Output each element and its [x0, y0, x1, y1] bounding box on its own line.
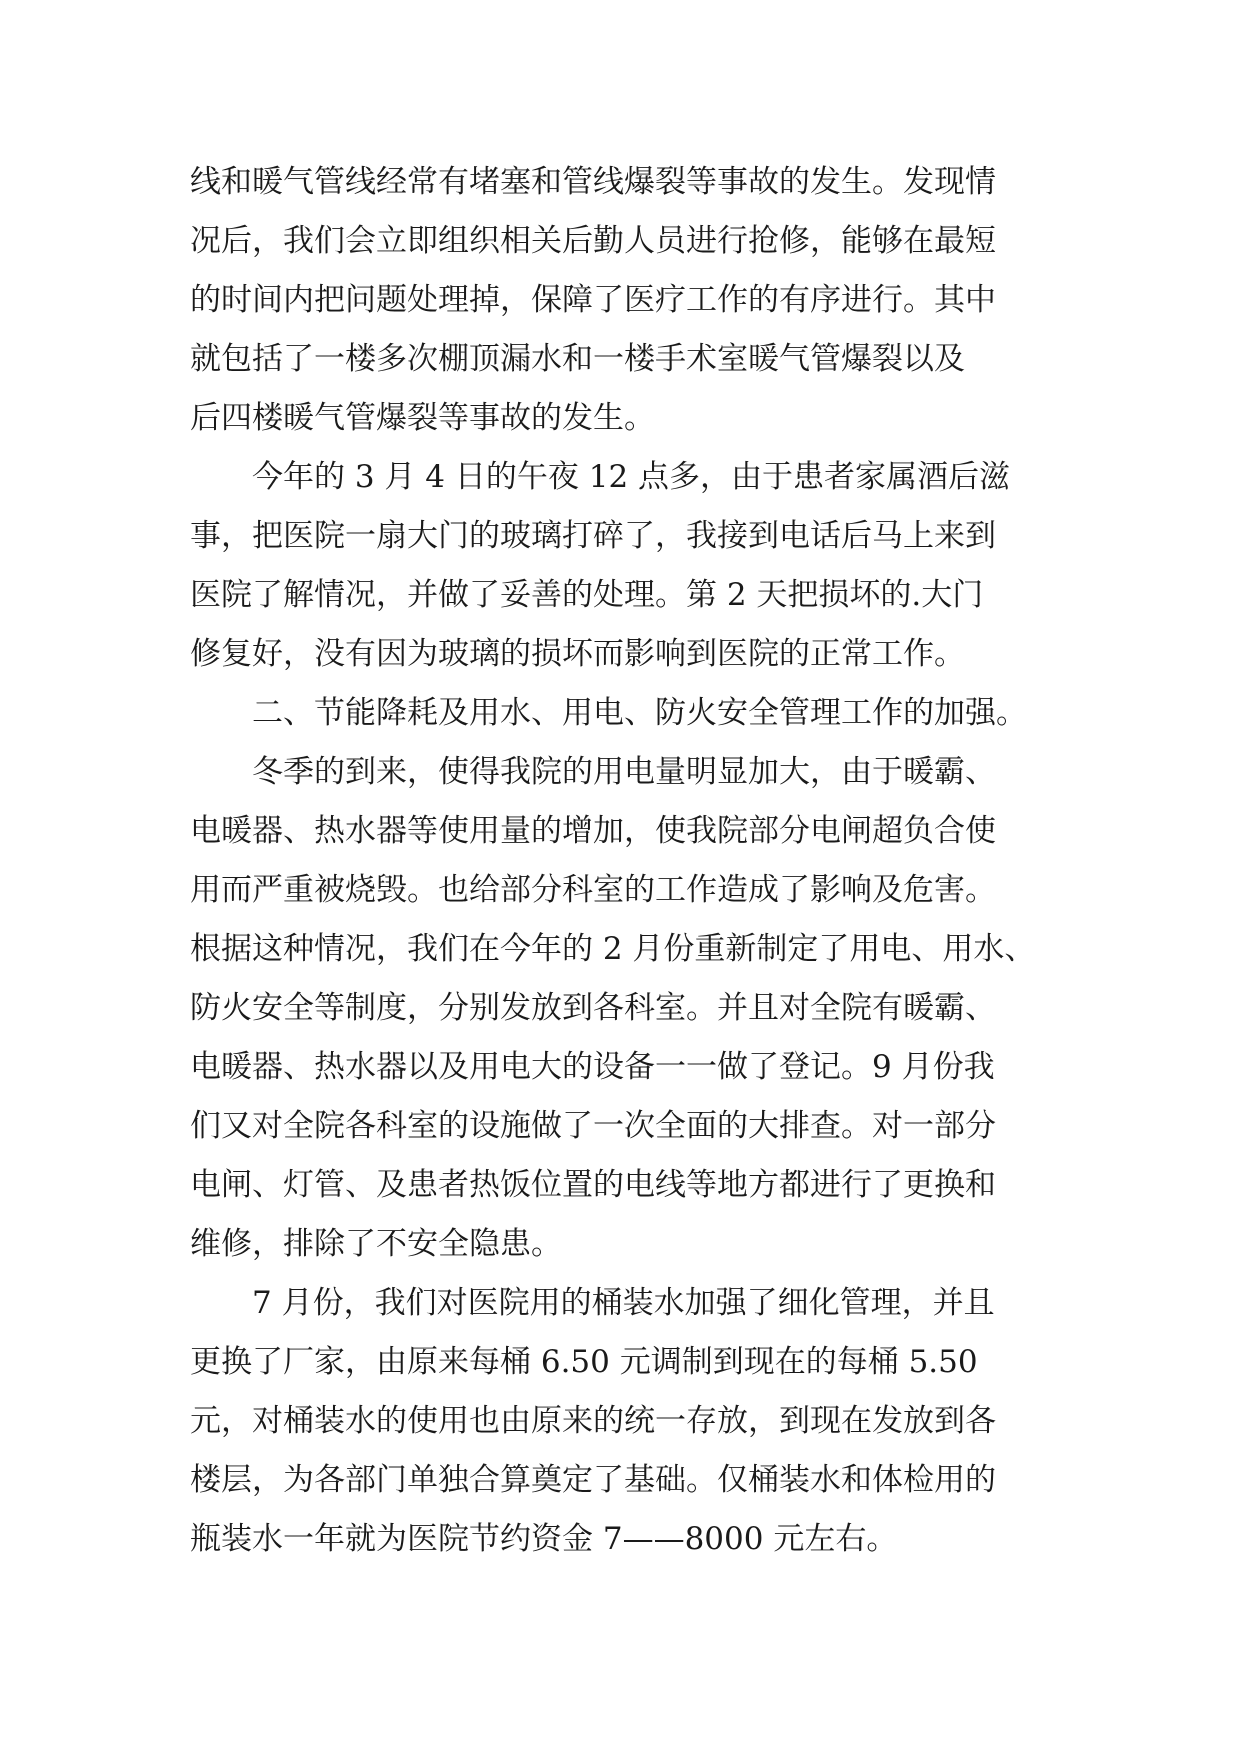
section-heading: 二、节能降耗及用水、用电、防火安全管理工作的加强。 [190, 695, 1027, 731]
text-line: 们又对全院各科室的设施做了一次全面的大排查。对一部分 [190, 1108, 996, 1144]
text-line: 今年的 3 月 4 日的午夜 12 点多，由于患者家属酒后滋 [190, 459, 1011, 495]
text-line: 后四楼暖气管爆裂等事故的发生。 [190, 400, 655, 436]
text-line: 更换了厂家，由原来每桶 6.50 元调制到现在的每桶 5.50 [190, 1344, 978, 1380]
text-line: 维修，排除了不安全隐患。 [190, 1226, 562, 1262]
text-line: 电闸、灯管、及患者热饭位置的电线等地方都进行了更换和 [190, 1167, 996, 1203]
text-line: 事，把医院一扇大门的玻璃打碎了，我接到电话后马上来到 [190, 518, 996, 554]
text-line: 楼层，为各部门单独合算奠定了基础。仅桶装水和体检用的 [190, 1462, 996, 1498]
text-line: 瓶装水一年就为医院节约资金 7——8000 元左右。 [190, 1521, 898, 1557]
text-line: 用而严重被烧毁。也给部分科室的工作造成了影响及危害。 [190, 872, 996, 908]
text-line: 的时间内把问题处理掉，保障了医疗工作的有序进行。其中 [190, 282, 996, 318]
text-line: 7 月份，我们对医院用的桶装水加强了细化管理，并且 [190, 1285, 995, 1321]
text-line: 元，对桶装水的使用也由原来的统一存放，到现在发放到各 [190, 1403, 996, 1439]
text-line: 线和暖气管线经常有堵塞和管线爆裂等事故的发生。发现情 [190, 164, 996, 200]
text-line: 就包括了一楼多次棚顶漏水和一楼手术室暖气管爆裂以及 [190, 341, 965, 377]
text-line: 防火安全等制度，分别发放到各科室。并且对全院有暖霸、 [190, 990, 996, 1026]
text-line: 电暖器、热水器等使用量的增加，使我院部分电闸超负合使 [190, 813, 996, 849]
text-line: 医院了解情况，并做了妥善的处理。第 2 天把损坏的.大门 [190, 577, 984, 613]
text-line: 根据这种情况，我们在今年的 2 月份重新制定了用电、用水、 [190, 931, 1036, 967]
text-line: 修复好，没有因为玻璃的损坏而影响到医院的正常工作。 [190, 636, 965, 672]
text-line: 冬季的到来，使得我院的用电量明显加大，由于暖霸、 [190, 754, 996, 790]
text-line: 电暖器、热水器以及用电大的设备一一做了登记。9 月份我 [190, 1049, 995, 1085]
text-line: 况后，我们会立即组织相关后勤人员进行抢修，能够在最短 [190, 223, 996, 259]
